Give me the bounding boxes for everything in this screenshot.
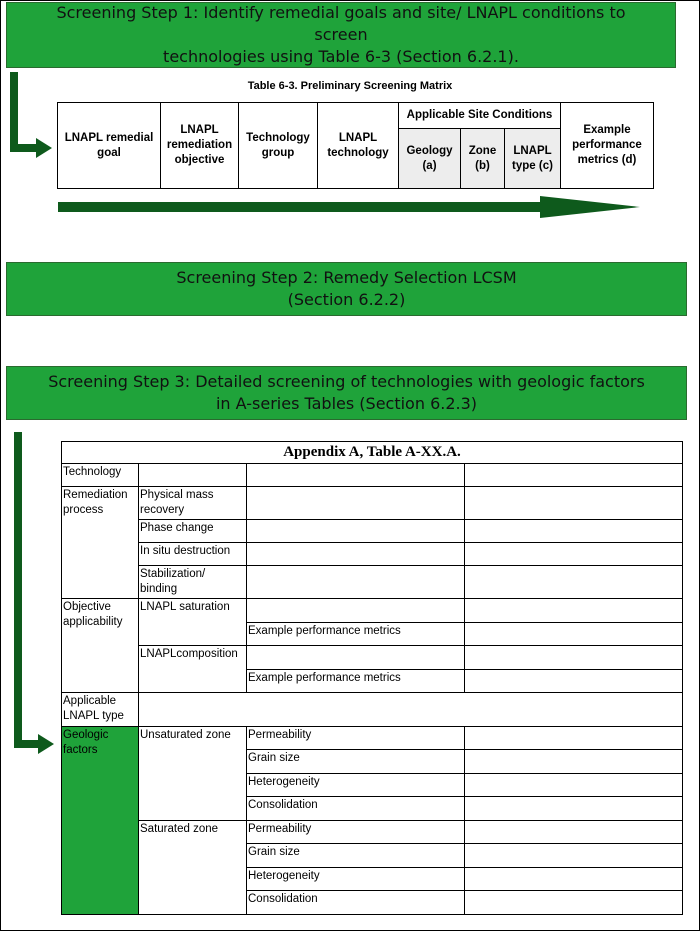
saturated-zone-label: Saturated zone bbox=[139, 821, 247, 915]
screening-step-3-box bbox=[6, 366, 687, 420]
saturated-heterogeneity-label: Heterogeneity bbox=[247, 868, 465, 891]
table-6-3-title: Table 6-3. Preliminary Screening Matrix bbox=[247, 80, 453, 92]
unsaturated-permeability-label: Permeability bbox=[247, 727, 465, 750]
example-metrics-saturation-label: Example performance metrics bbox=[247, 623, 465, 646]
header-lnapl-remedial-goal: LNAPL remedial goal bbox=[58, 103, 161, 189]
lnapl-saturation-label: LNAPL saturation bbox=[139, 599, 247, 646]
step-2-line-1: Screening Step 2: Remedy Selection LCSM bbox=[176, 268, 517, 287]
step-3-arrow-head bbox=[38, 734, 54, 754]
row-label-geologic-factors: Geologic factors bbox=[62, 727, 139, 915]
stabilization-binding-label: Stabilization/ binding bbox=[139, 566, 247, 599]
header-lnapl-technology: LNAPL technology bbox=[318, 103, 399, 189]
saturated-permeability-label: Permeability bbox=[247, 821, 465, 844]
horizontal-arrow-head bbox=[540, 196, 640, 218]
physical-mass-recovery-label: Physical mass recovery bbox=[139, 487, 247, 520]
header-zone: Zone (b) bbox=[461, 129, 505, 189]
row-label-applicable-lnapl-type: Applicable LNAPL type bbox=[62, 693, 139, 727]
unsaturated-zone-label: Unsaturated zone bbox=[139, 727, 247, 821]
step-3-bent-arrow bbox=[18, 432, 40, 744]
phase-change-label: Phase change bbox=[139, 520, 247, 543]
header-applicable-site-conditions: Applicable Site Conditions bbox=[399, 103, 561, 129]
unsaturated-grain-size-label: Grain size bbox=[247, 750, 465, 774]
step-3-line-2: in A-series Tables (Section 6.2.3) bbox=[215, 394, 478, 413]
step-1-line-2: technologies using Table 6-3 (Section 6.2.1). bbox=[163, 47, 519, 66]
row-label-objective-applicability: Objective applicability bbox=[62, 599, 139, 693]
row-label-remediation-process: Remediation process bbox=[62, 487, 139, 599]
step-2-line-2: (Section 6.2.2) bbox=[287, 290, 406, 309]
step-3-line-1: Screening Step 3: Detailed screening of technologies with geologic factors bbox=[48, 372, 645, 391]
header-technology-group: Technology group bbox=[239, 103, 318, 189]
header-geology: Geology (a) bbox=[399, 129, 461, 189]
unsaturated-consolidation-label: Consolidation bbox=[247, 797, 465, 821]
horizontal-arrow-shaft bbox=[58, 202, 542, 212]
step-1-line-1: Screening Step 1: Identify remedial goals and site/ LNAPL conditions to screen bbox=[56, 3, 626, 44]
saturated-grain-size-label: Grain size bbox=[247, 844, 465, 868]
appendix-a-table-title: Appendix A, Table A-XX.A. bbox=[62, 442, 683, 464]
saturated-consolidation-label: Consolidation bbox=[247, 891, 465, 915]
lnapl-composition-label: LNAPLcomposition bbox=[139, 646, 247, 693]
unsaturated-heterogeneity-label: Heterogeneity bbox=[247, 774, 465, 797]
header-lnapl-type: LNAPL type (c) bbox=[505, 129, 561, 189]
example-metrics-composition-label: Example performance metrics bbox=[247, 670, 465, 693]
header-example-performance-metrics: Example performance metrics (d) bbox=[561, 103, 654, 189]
screening-step-2-box bbox=[6, 262, 687, 316]
step-1-bent-arrow bbox=[14, 72, 38, 148]
row-label-technology: Technology bbox=[62, 464, 139, 487]
step-1-arrow-head bbox=[36, 138, 52, 158]
appendix-a-table bbox=[61, 441, 683, 915]
header-lnapl-remediation-objective: LNAPL remediation objective bbox=[161, 103, 239, 189]
in-situ-destruction-label: In situ destruction bbox=[139, 543, 247, 566]
